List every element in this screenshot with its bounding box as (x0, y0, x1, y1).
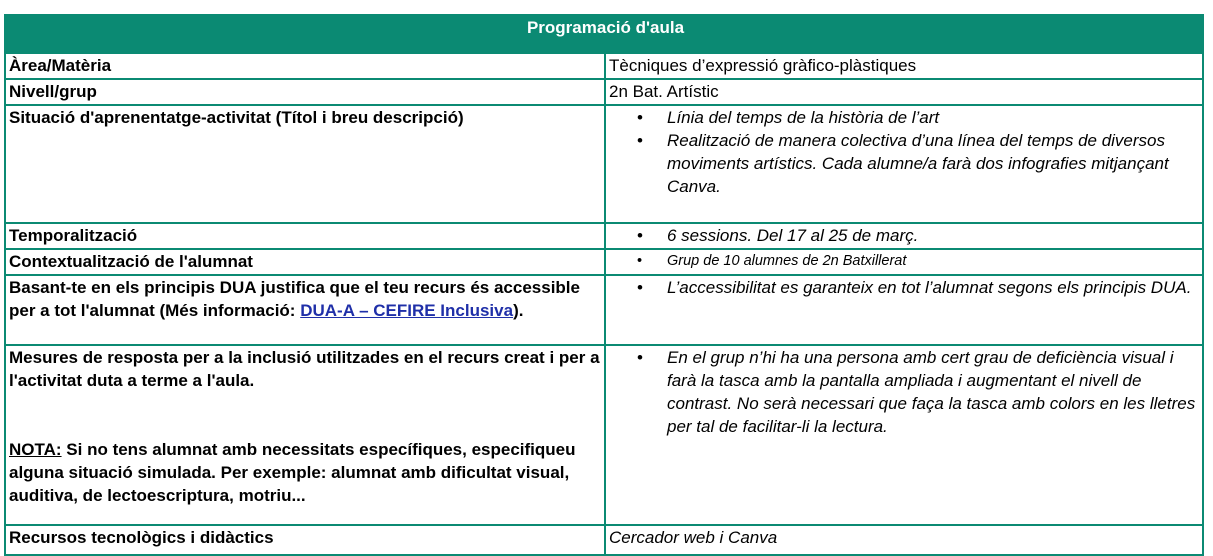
context-value (605, 249, 1203, 275)
mesures-value (605, 345, 1203, 525)
table-row (5, 53, 1203, 79)
nota-body: Si no tens alumnat amb necessitats específiques, especifiqueu alguna situació simulada. Per exemple: alumnat amb dificultat visual, auditiva, de lectoescriptura, motriu... (9, 440, 576, 505)
dua-value (605, 275, 1203, 345)
list-item: • L’accessibilitat es garanteix en tot l’alumnat segons els principis DUA. (609, 276, 1202, 299)
list-item: • 6 sessions. Del 17 al 25 de març. (609, 224, 1202, 247)
mesures-label-text: Mesures de resposta per a la inclusió utilitzades en el recurs creat i per a l'activitat duta a terme a l'aula. (9, 348, 600, 390)
table-row (5, 275, 1203, 345)
list-item: • Realització de manera colectiva d’una línea del temps de diversos moviments artístics. Cada alumne/a farà dos infografies mitjançant Canva. (609, 129, 1202, 198)
list-item: • En el grup n’hi ha una persona amb cert grau de deficiència visual i farà la tasca amb la pantalla ampliada i augmentant el nivell de contrast. No serà necessari que faça la tasca amb colors en les lletres per tal de facilitar-li la lectura. (609, 346, 1202, 438)
table-row (5, 249, 1203, 275)
nivell-label: Nivell/grup (5, 79, 605, 105)
list-item: • Grup de 10 alumnes de 2n Batxillerat (609, 250, 1202, 273)
dua-link[interactable]: DUA-A – CEFIRE Inclusiva (300, 301, 514, 320)
area-value: Tècniques d’expressió gràfico-plàstiques (605, 53, 1203, 79)
dua-label-end: ). (513, 301, 524, 320)
mesures-label (5, 345, 605, 525)
recursos-value: Cercador web i Canva (605, 525, 1203, 555)
temporalitzacio-value (605, 223, 1203, 249)
list-item: • Línia del temps de la història de l’art (609, 106, 1202, 129)
table-row (5, 105, 1203, 223)
dua-label (5, 275, 605, 345)
situacio-label: Situació d'aprenentatge-activitat (Títol i breu descripció) (5, 105, 605, 223)
table-row (5, 345, 1203, 525)
table-row (5, 79, 1203, 105)
nivell-value: 2n Bat. Artístic (605, 79, 1203, 105)
context-label: Contextualització de l'alumnat (5, 249, 605, 275)
temporalitzacio-label: Temporalització (5, 223, 605, 249)
table-row (5, 223, 1203, 249)
area-label: Àrea/Matèria (5, 53, 605, 79)
table-title: Programació d'aula (5, 15, 1203, 53)
table-row (5, 525, 1203, 555)
programacio-table (4, 14, 1204, 556)
situacio-value (605, 105, 1203, 223)
nota-text (9, 438, 604, 507)
nota-label: NOTA: (9, 440, 62, 459)
recursos-label: Recursos tecnològics i didàctics (5, 525, 605, 555)
dua-label-text: Basant-te en els principis DUA justifica que el teu recurs és accessible per a tot l'alumnat (Més informació: (9, 278, 580, 320)
